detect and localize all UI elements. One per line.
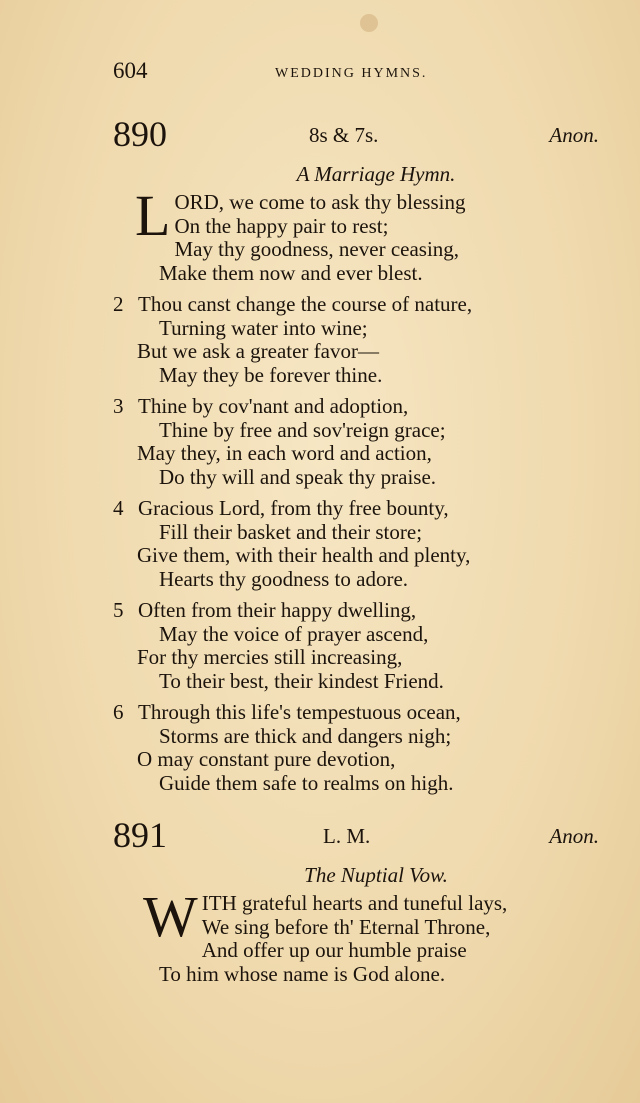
verse-line: Give them, with their health and plenty,	[137, 543, 471, 567]
hymn-meter: 8s & 7s.	[309, 123, 379, 147]
hymn-heading	[113, 114, 603, 160]
verse-line: Do thy will and speak thy praise.	[159, 464, 437, 489]
verse-line: ORD, we come to ask thy blessing	[174, 190, 466, 214]
verse-line: Storms are thick and dangers nigh;	[159, 723, 452, 748]
running-title: WEDDING HYMNS.	[275, 66, 428, 81]
verse-1	[113, 183, 603, 285]
verse-line: Hearts thy goodness to adore.	[159, 566, 409, 591]
verse-line: To him whose name is God alone.	[159, 961, 446, 986]
verse-line: Guide them safe to realms on high.	[159, 770, 454, 795]
hymn-890	[113, 114, 603, 803]
verse-line: Thine by free and sov'reign grace;	[159, 417, 446, 442]
verse-line: May they, in each word and action,	[137, 441, 432, 465]
hymn-title: A Marriage Hymn.	[296, 162, 456, 186]
verse-3	[113, 395, 603, 489]
dropcap-lines	[113, 183, 603, 248]
verse-number: 3	[113, 394, 124, 418]
hymn-meter: L. M.	[323, 824, 371, 848]
verse-line: For thy mercies still increasing,	[137, 645, 403, 669]
verse-line: On the happy pair to rest;	[174, 213, 389, 238]
verse-line: May thy goodness, never ceasing,	[174, 237, 460, 261]
verse-line: But we ask a greater favor—	[137, 339, 379, 363]
verse-number: 5	[113, 598, 124, 622]
paper-stain	[360, 14, 378, 32]
verse-line: Fill their basket and their store;	[159, 519, 423, 544]
hymn-author: Anon.	[549, 123, 599, 147]
verse-line: Thou canst change the course of nature,	[138, 292, 473, 316]
hymn-title: The Nuptial Vow.	[304, 863, 448, 887]
verse-line: May the voice of prayer ascend,	[159, 621, 429, 646]
page-header	[113, 58, 603, 90]
dropcap-lines	[113, 884, 603, 949]
hymn-heading	[113, 815, 603, 861]
verse-line: We sing before th' Eternal Throne,	[201, 914, 491, 939]
verse-1	[113, 884, 603, 986]
verse-5	[113, 599, 603, 693]
verse-number: 2	[113, 292, 124, 316]
verse-line: O may constant pure devotion,	[137, 747, 396, 771]
verse-line: Thine by cov'nant and adoption,	[138, 394, 409, 418]
drop-cap: L	[135, 183, 171, 248]
verse-line: Gracious Lord, from thy free bounty,	[138, 496, 449, 520]
hymn-author: Anon.	[549, 824, 599, 848]
verse-line: And offer up our humble praise	[201, 938, 467, 962]
verse-number: 6	[113, 700, 124, 724]
hymn-number: 890	[113, 114, 167, 154]
verse-line: May they be forever thine.	[159, 362, 383, 387]
verse-line: To their best, their kindest Friend.	[159, 668, 444, 693]
hymn-891	[113, 815, 603, 994]
verse-line: ITH grateful hearts and tuneful lays,	[201, 891, 508, 915]
verse-4	[113, 497, 603, 591]
verse-line: Often from their happy dwelling,	[138, 598, 417, 622]
verse-2	[113, 293, 603, 387]
verse-line: Through this life's tempestuous ocean,	[138, 700, 461, 724]
drop-cap: W	[143, 884, 198, 949]
verse-line: Turning water into wine;	[159, 315, 368, 340]
verse-6	[113, 701, 603, 795]
verse-number: 4	[113, 496, 124, 520]
hymn-number: 891	[113, 815, 167, 855]
page-number: 604	[113, 58, 148, 83]
verse-line: Make them now and ever blest.	[159, 260, 423, 285]
